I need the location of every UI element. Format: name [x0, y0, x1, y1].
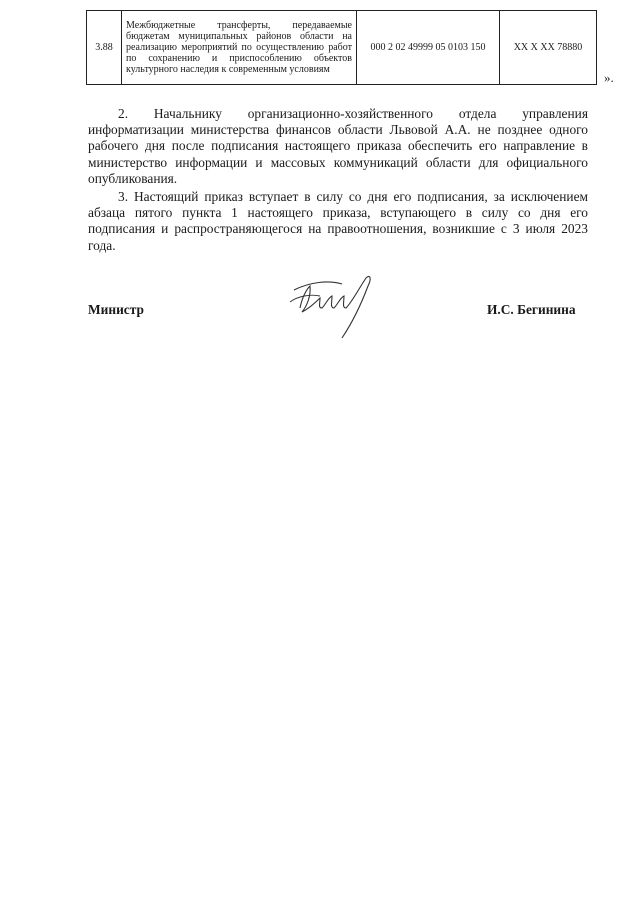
paragraph-2: 2. Начальнику организационно-хозяйственного отдела управления информатизации министерства финансов области Львовой А.А. не позднее одного рабочего дня после подписания настоящего приказа обеспечить его направление в министерство информации и массовых коммуникаций области для официального опубликования. — [88, 106, 588, 186]
table-row — [87, 11, 597, 85]
signatory-name: И.С. Бегинина — [487, 302, 576, 317]
closing-quote: ». — [604, 70, 614, 85]
signatory-position: Министр — [88, 302, 144, 317]
paragraph-3: 3. Настоящий приказ вступает в силу со дня его подписания, за исключением абзаца пятого пункта 1 настоящего приказа, вступающего в силу со дня его подписания и распространяющегося на правоотношения, возникшие с 3 июля 2023 года. — [88, 189, 588, 253]
handwritten-signature — [280, 268, 390, 348]
row-code: 000 2 02 49999 05 0103 150 — [357, 11, 500, 85]
row-number: 3.88 — [87, 11, 122, 85]
row-name: Межбюджетные трансферты, передаваемые бюджетам муниципальных районов области на реализацию мероприятий по осуществлению работ по сохранению и приспособлению объектов культурного наследия к современным условиям — [122, 11, 357, 85]
row-value: XX X XX 78880 — [500, 11, 597, 85]
budget-table-fragment — [86, 10, 597, 85]
